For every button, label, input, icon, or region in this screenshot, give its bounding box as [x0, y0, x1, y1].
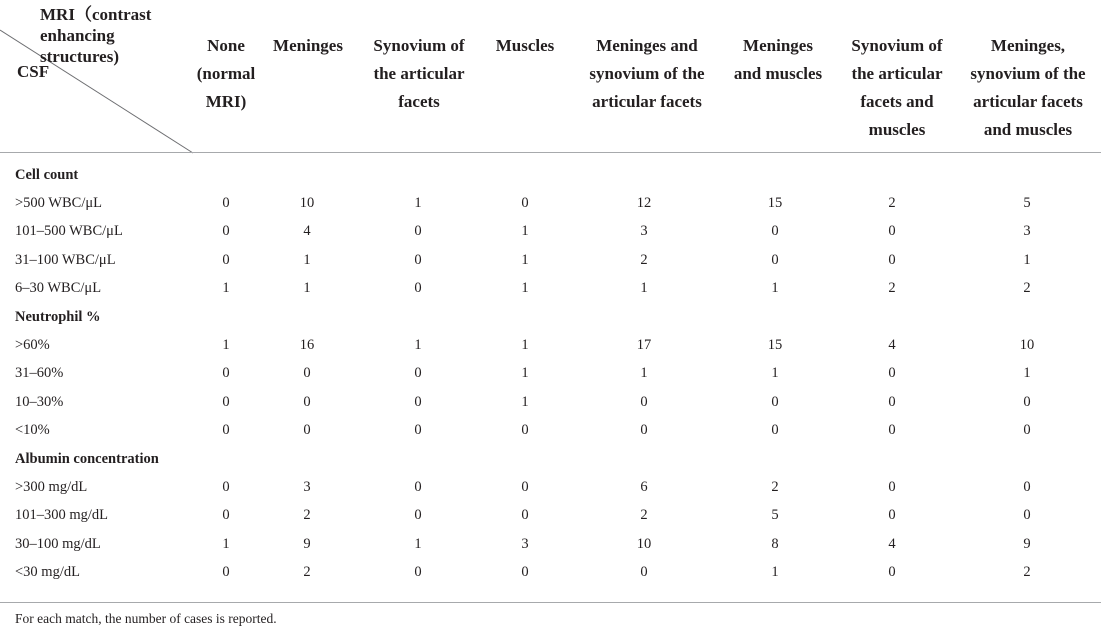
table-bottom-rule: [0, 602, 1101, 603]
cell-value: 6: [640, 478, 648, 495]
cell-value: 0: [521, 478, 529, 495]
cell-value: 1: [771, 280, 779, 297]
table-row: [0, 388, 1101, 416]
cell-value: 1: [521, 393, 529, 410]
cell-value: 0: [303, 422, 311, 439]
cell-value: 0: [414, 564, 422, 581]
table-row: [0, 558, 1101, 586]
cell-value: 9: [303, 535, 311, 552]
cell-value: 2: [303, 507, 311, 524]
cell-value: 0: [222, 507, 230, 524]
cell-value: 0: [414, 507, 422, 524]
cell-value: 0: [521, 507, 529, 524]
table-row: [0, 360, 1101, 388]
cell-value: 1: [521, 337, 529, 354]
cell-value: 1: [640, 280, 648, 297]
data-table: [0, 161, 1101, 587]
cell-value: 0: [888, 365, 896, 382]
cell-value: 1: [1023, 251, 1031, 268]
group-row: [0, 161, 1101, 189]
row-label: <10%: [15, 422, 50, 439]
cell-value: 3: [303, 478, 311, 495]
cell-value: 3: [640, 223, 648, 240]
cell-value: 0: [888, 507, 896, 524]
column-header-none: None (normal MRI): [196, 36, 256, 111]
cell-value: 1: [521, 251, 529, 268]
cell-value: 1: [521, 280, 529, 297]
cell-value: 0: [521, 564, 529, 581]
table-row: [0, 331, 1101, 359]
group-row: [0, 445, 1101, 473]
column-header-muscles: Muscles: [495, 36, 555, 55]
cell-value: 0: [303, 393, 311, 410]
cell-value: 1: [222, 535, 230, 552]
cell-value: 0: [640, 564, 648, 581]
cell-value: 1: [521, 223, 529, 240]
cell-value: 2: [640, 507, 648, 524]
cell-value: 4: [888, 535, 896, 552]
cell-value: 12: [636, 195, 652, 212]
cell-value: 0: [771, 422, 779, 439]
cell-value: 0: [521, 422, 529, 439]
cell-value: 2: [303, 564, 311, 581]
cell-value: 3: [1023, 223, 1031, 240]
cell-value: 1: [414, 535, 422, 552]
row-label: 30–100 mg/dL: [15, 535, 101, 552]
cell-value: 1: [771, 365, 779, 382]
cell-value: 15: [767, 337, 783, 354]
table-row: [0, 417, 1101, 445]
column-header-meninges: Meninges: [273, 36, 343, 55]
cell-value: 0: [414, 223, 422, 240]
cell-value: 1: [222, 280, 230, 297]
table-row: [0, 473, 1101, 501]
row-label: 31–60%: [15, 365, 64, 382]
cell-value: 4: [303, 223, 311, 240]
column-header-meninges-synovium: Meninges and synovium of the articular facets: [589, 36, 705, 111]
table-row: [0, 502, 1101, 530]
cell-value: 1: [1023, 365, 1031, 382]
cell-value: 0: [222, 223, 230, 240]
row-label: 6–30 WBC/μL: [15, 280, 102, 297]
cell-value: 17: [636, 337, 652, 354]
cell-value: 0: [1023, 422, 1031, 439]
cell-value: 0: [888, 393, 896, 410]
cell-value: 0: [640, 393, 648, 410]
cell-value: 8: [771, 535, 779, 552]
cell-value: 3: [521, 535, 529, 552]
table-row: [0, 218, 1101, 246]
cell-value: 5: [771, 507, 779, 524]
cell-value: 0: [222, 393, 230, 410]
cell-value: 0: [888, 251, 896, 268]
row-label: >60%: [15, 337, 50, 354]
header-bottom-rule: [0, 152, 1101, 153]
cell-value: 10: [299, 195, 315, 212]
cell-value: 2: [1023, 280, 1031, 297]
cell-value: 0: [771, 393, 779, 410]
cell-value: 0: [414, 251, 422, 268]
table-body: [0, 161, 1101, 587]
cell-value: 0: [521, 195, 529, 212]
column-header-synovium: Synovium of the articular facets: [373, 36, 465, 111]
cell-value: 1: [414, 337, 422, 354]
table-row: [0, 275, 1101, 303]
column-header-all-structures: Meninges, synovium of the articular facets and muscles: [970, 36, 1086, 139]
cell-value: 0: [222, 478, 230, 495]
cell-value: 16: [299, 337, 315, 354]
cell-value: 0: [888, 564, 896, 581]
table-footnote: For each match, the number of cases is reported.: [15, 611, 277, 626]
cell-value: 1: [303, 280, 311, 297]
cell-value: 0: [414, 393, 422, 410]
cell-value: 0: [222, 251, 230, 268]
cell-value: 2: [1023, 564, 1031, 581]
cell-value: 0: [303, 365, 311, 382]
corner-csf-label: CSF: [17, 62, 50, 81]
cell-value: 1: [771, 564, 779, 581]
row-label: >500 WBC/μL: [15, 195, 102, 212]
cell-value: 0: [888, 223, 896, 240]
table-header: [0, 2, 1101, 152]
corner-mri-label: MRI（contrast enhancing structures): [40, 5, 152, 66]
row-label: >300 mg/dL: [15, 478, 88, 495]
cell-value: 1: [414, 195, 422, 212]
cell-value: 0: [222, 195, 230, 212]
cell-value: 0: [1023, 478, 1031, 495]
cell-value: 0: [222, 564, 230, 581]
cell-value: 1: [303, 251, 311, 268]
cell-value: 10: [1019, 337, 1035, 354]
row-label: 31–100 WBC/μL: [15, 251, 116, 268]
row-label: 101–500 WBC/μL: [15, 223, 123, 240]
cell-value: 9: [1023, 535, 1031, 552]
column-header-meninges-muscles: Meninges and muscles: [733, 36, 823, 83]
cell-value: 0: [414, 365, 422, 382]
row-label: 101–300 mg/dL: [15, 507, 109, 524]
row-label: 10–30%: [15, 393, 64, 410]
cell-value: 5: [1023, 195, 1031, 212]
group-title: Cell count: [15, 166, 79, 183]
group-title: Neutrophil %: [15, 308, 101, 325]
cell-value: 0: [888, 422, 896, 439]
cell-value: 1: [640, 365, 648, 382]
table-row: [0, 246, 1101, 274]
cell-value: 0: [222, 422, 230, 439]
cell-value: 4: [888, 337, 896, 354]
cell-value: 0: [771, 223, 779, 240]
cell-value: 2: [888, 195, 896, 212]
cell-value: 1: [222, 337, 230, 354]
cell-value: 0: [414, 478, 422, 495]
table-row: [0, 189, 1101, 217]
cell-value: 2: [771, 478, 779, 495]
cell-value: 0: [1023, 507, 1031, 524]
cell-value: 0: [771, 251, 779, 268]
group-title: Albumin concentration: [15, 450, 159, 467]
cell-value: 1: [521, 365, 529, 382]
cell-value: 15: [767, 195, 783, 212]
row-label: <30 mg/dL: [15, 564, 80, 581]
cell-value: 0: [1023, 393, 1031, 410]
column-header-synovium-muscles: Synovium of the articular facets and muscles: [851, 36, 943, 139]
cell-value: 2: [888, 280, 896, 297]
cell-value: 0: [414, 422, 422, 439]
cell-value: 2: [640, 251, 648, 268]
table-row: [0, 530, 1101, 558]
group-row: [0, 303, 1101, 331]
cell-value: 10: [636, 535, 652, 552]
cell-value: 0: [222, 365, 230, 382]
cell-value: 0: [888, 478, 896, 495]
cell-value: 0: [414, 280, 422, 297]
cell-value: 0: [640, 422, 648, 439]
